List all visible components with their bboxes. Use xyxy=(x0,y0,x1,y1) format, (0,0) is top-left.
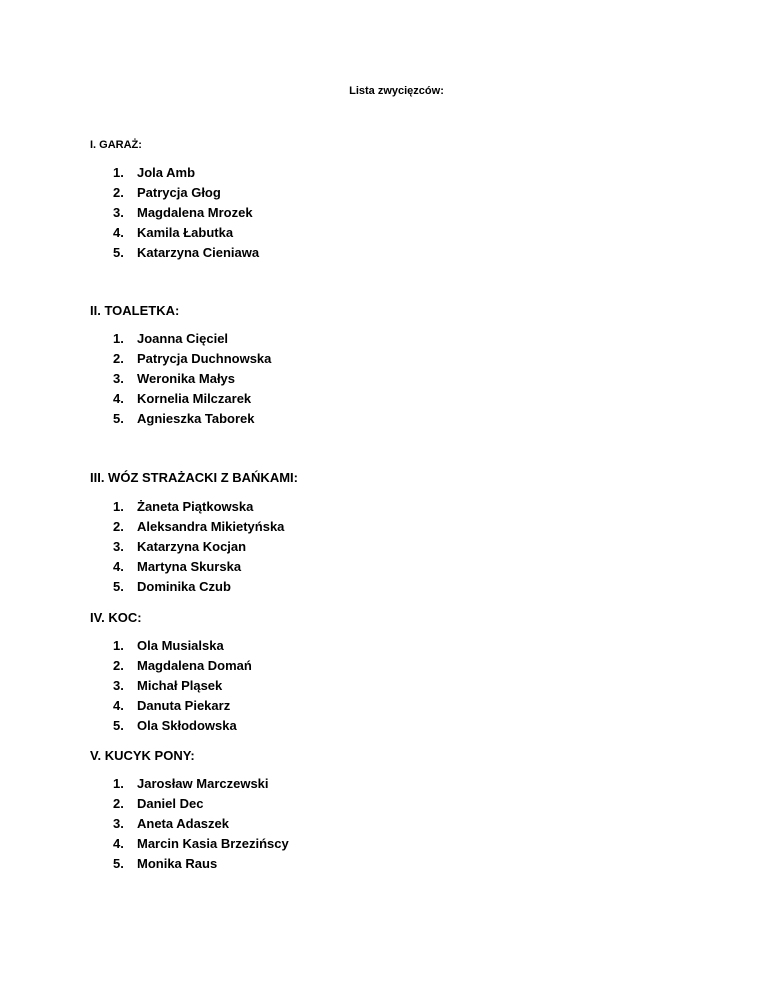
list-number: 3. xyxy=(113,816,124,831)
list-item xyxy=(113,369,271,389)
section-koc xyxy=(90,610,252,733)
list-item xyxy=(113,409,271,429)
list-number: 4. xyxy=(113,391,124,406)
list-item xyxy=(113,834,289,854)
list-item xyxy=(113,183,259,203)
list-number: 1. xyxy=(113,776,124,791)
section-garaz xyxy=(90,137,260,260)
winner-name: Michał Pląsek xyxy=(137,678,223,693)
list-number: 4. xyxy=(113,698,124,713)
list-number: 1. xyxy=(113,165,124,180)
list-item xyxy=(113,537,284,557)
winner-name: Dominika Czub xyxy=(137,579,231,594)
list-item xyxy=(113,203,259,223)
section-heading: II. TOALETKA: xyxy=(90,303,180,318)
winner-name: Magdalena Domań xyxy=(137,658,252,673)
winner-name: Jola Amb xyxy=(137,165,196,180)
list-number: 1. xyxy=(113,331,124,346)
list-item xyxy=(113,854,289,874)
winner-name: Katarzyna Kocjan xyxy=(137,539,247,554)
winner-name: Katarzyna Cieniawa xyxy=(137,245,260,260)
list-item xyxy=(113,223,259,243)
winner-name: Ola Skłodowska xyxy=(137,718,237,733)
winner-name: Aneta Adaszek xyxy=(137,816,229,831)
winner-name: Daniel Dec xyxy=(137,796,204,811)
list-number: 5. xyxy=(113,856,124,871)
winner-name: Joanna Cięciel xyxy=(137,331,229,346)
winner-name: Magdalena Mrozek xyxy=(137,205,253,220)
document-title xyxy=(0,85,768,97)
list-number: 4. xyxy=(113,225,124,240)
list-item xyxy=(113,497,284,517)
winner-name: Danuta Piekarz xyxy=(137,698,231,713)
winners-list xyxy=(113,163,259,263)
list-number: 5. xyxy=(113,411,124,426)
winners-list xyxy=(113,329,271,429)
list-number: 2. xyxy=(113,351,124,366)
list-item xyxy=(113,636,252,656)
list-item xyxy=(113,577,284,597)
list-item xyxy=(113,517,284,537)
list-item xyxy=(113,349,271,369)
list-number: 2. xyxy=(113,519,124,534)
winners-list xyxy=(113,497,284,597)
list-number: 5. xyxy=(113,579,124,594)
winner-name: Kornelia Milczarek xyxy=(137,391,252,406)
list-number: 2. xyxy=(113,796,124,811)
list-number: 5. xyxy=(113,718,124,733)
winners-list xyxy=(113,636,252,736)
list-item xyxy=(113,696,252,716)
list-item xyxy=(113,716,252,736)
list-number: 1. xyxy=(113,499,124,514)
winner-name: Żaneta Piątkowska xyxy=(137,499,254,514)
section-heading: V. KUCYK PONY: xyxy=(90,748,195,763)
list-number: 3. xyxy=(113,371,124,386)
list-item xyxy=(113,389,271,409)
winner-name: Aleksandra Mikietyńska xyxy=(137,519,285,534)
winners-list xyxy=(113,774,289,874)
section-heading: III. WÓZ STRAŻACKI Z BAŃKAMI: xyxy=(90,470,298,485)
section-heading: I. GARAŻ: xyxy=(90,139,142,151)
list-number: 2. xyxy=(113,185,124,200)
winner-name: Jarosław Marczewski xyxy=(137,776,269,791)
list-item xyxy=(113,774,289,794)
list-number: 4. xyxy=(113,559,124,574)
winner-name: Martyna Skurska xyxy=(137,559,242,574)
winner-name: Marcin Kasia Brzezińscy xyxy=(137,836,289,851)
list-item xyxy=(113,163,259,183)
winner-name: Agnieszka Taborek xyxy=(137,411,255,426)
list-number: 2. xyxy=(113,658,124,673)
winner-name: Patrycja Duchnowska xyxy=(137,351,272,366)
list-number: 3. xyxy=(113,678,124,693)
section-kucyk-pony xyxy=(90,748,289,871)
list-number: 4. xyxy=(113,836,124,851)
winner-name: Ola Musialska xyxy=(137,638,224,653)
list-item xyxy=(113,676,252,696)
list-item xyxy=(113,557,284,577)
list-number: 1. xyxy=(113,638,124,653)
list-item xyxy=(113,329,271,349)
list-item xyxy=(113,656,252,676)
section-heading: IV. KOC: xyxy=(90,610,142,625)
list-number: 3. xyxy=(113,205,124,220)
winner-name: Kamila Łabutka xyxy=(137,225,234,240)
list-number: 3. xyxy=(113,539,124,554)
winner-name: Monika Raus xyxy=(137,856,218,871)
list-item xyxy=(113,814,289,834)
winner-name: Weronika Małys xyxy=(137,371,236,386)
list-item xyxy=(113,794,289,814)
section-woz-strazacki xyxy=(90,470,298,594)
section-toaletka xyxy=(90,303,272,426)
list-item xyxy=(113,243,259,263)
winner-name: Patrycja Głog xyxy=(137,185,221,200)
list-number: 5. xyxy=(113,245,124,260)
document-title-text: Lista zwycięzców: xyxy=(349,85,444,97)
